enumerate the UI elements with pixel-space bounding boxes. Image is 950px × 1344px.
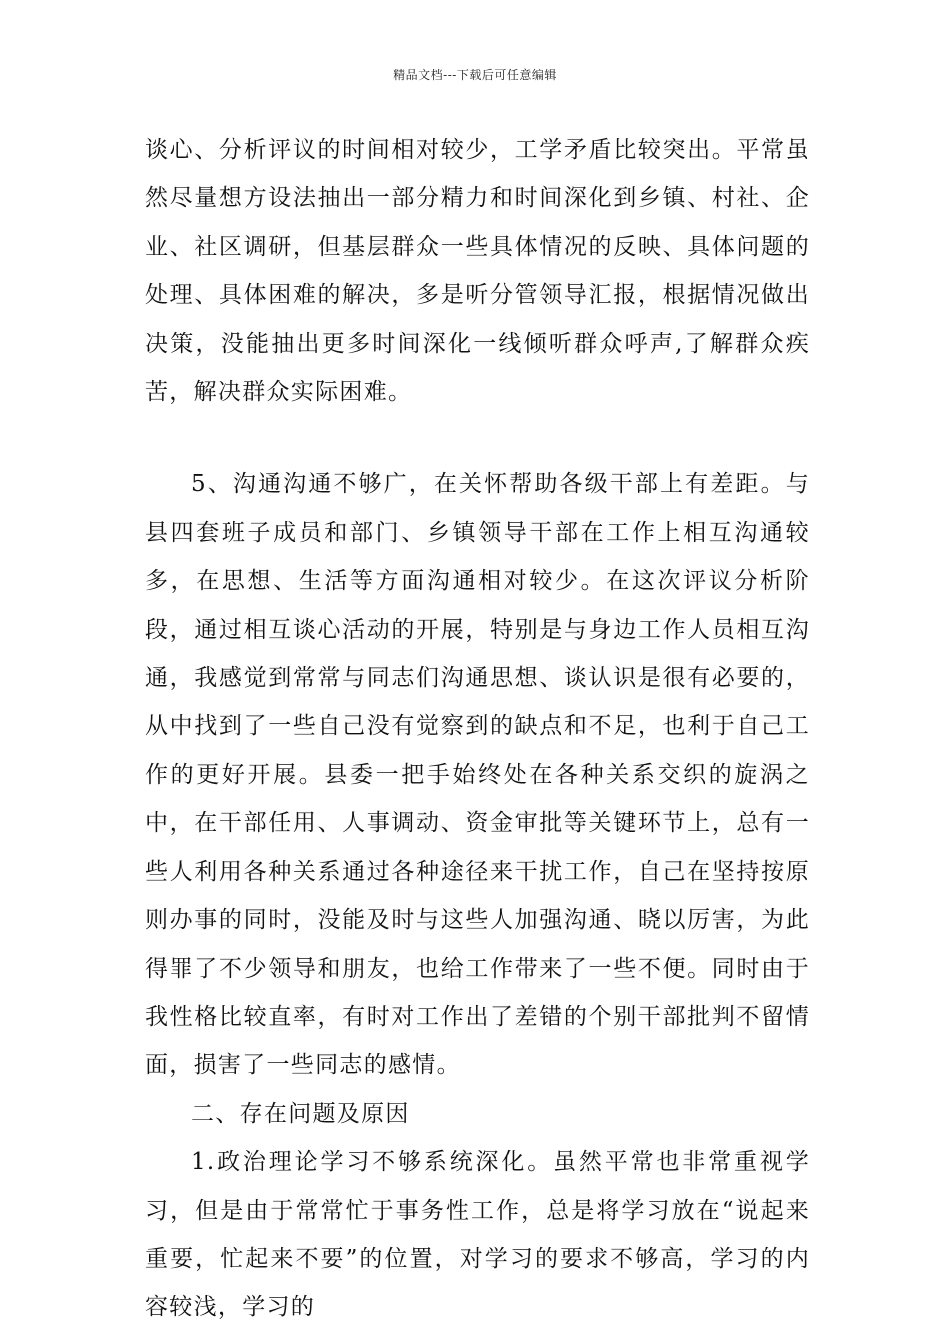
page-header: 精品文档---下载后可任意编辑 [393, 68, 557, 82]
document-body [145, 126, 810, 1332]
paragraph-3: 1.政治理论学习不够系统深化。虽然平常也非常重视学习，但是由于常常忙于事务性工作，总是将学习放在“说起来重要，忙起来不要”的位置，对学习的要求不够高，学习的内容较浅，学习的 [145, 1149, 810, 1321]
paragraph-1: 谈心、分析评议的时间相对较少，工学矛盾比较突出。平常虽然尽量想方设法抽出一部分精力和时间深化到乡镇、村社、企业、社区调研，但基层群众一些具体情况的反映、具体问题的处理、具体困难的解决，多是听分管领导汇报，根据情况做出决策，没能抽出更多时间深化一线倾听群众呼声,了解群众疾苦，解决群众实际困难。 [145, 137, 810, 406]
paragraph-2: 5、沟通沟通不够广，在关怀帮助各级干部上有差距。与县四套班子成员和部门、乡镇领导干部在工作上相互沟通较多，在思想、生活等方面沟通相对较少。在这次评议分析阶段，通过相互谈心活动的开展，特别是与身边工作人员相互沟通，我感觉到常常与同志们沟通思想、谈认识是很有必要的，从中找到了一些自己没有觉察到的缺点和不足，也利于自己工作的更好开展。县委一把手始终处在各种关系交织的旋涡之中，在干部任用、人事调动、资金审批等关键环节上，总有一些人利用各种关系通过各种途径来干扰工作，自己在坚持按原则办事的同时，没能及时与这些人加强沟通、晓以厉害，为此得罪了不少领导和朋友，也给工作带来了一些不便。同时由于我性格比较直率，有时对工作出了差错的个别干部批判不留情面，损害了一些同志的感情。 [145, 471, 810, 1079]
section-heading: 二、存在问题及原因 [191, 1100, 410, 1127]
